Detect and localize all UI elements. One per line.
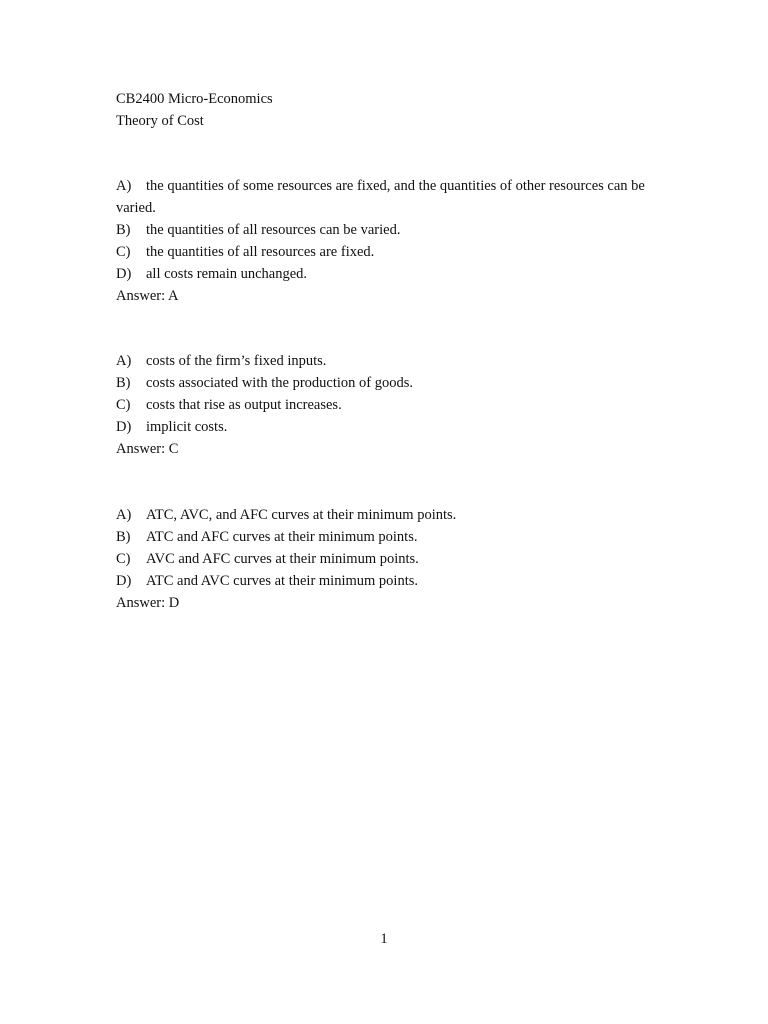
option-letter: C) — [116, 244, 131, 260]
option-text: AVC and AFC curves at their minimum points. — [146, 551, 419, 567]
option-letter: C) — [116, 551, 131, 567]
option-letter: D) — [116, 573, 132, 589]
option-text: costs that rise as output increases. — [146, 397, 342, 413]
answer-line: Answer: D — [116, 595, 180, 611]
question-3 — [116, 504, 676, 614]
option-text: ATC and AFC curves at their minimum points. — [146, 529, 418, 545]
option-text: all costs remain unchanged. — [146, 266, 308, 282]
answer-line: Answer: C — [116, 441, 179, 457]
option-b — [116, 219, 676, 241]
option-d — [116, 570, 676, 592]
option-letter: B) — [116, 375, 131, 391]
option-a — [116, 175, 661, 219]
option-b — [116, 526, 676, 548]
option-text: implicit costs. — [146, 419, 228, 435]
option-a — [116, 504, 676, 526]
option-b — [116, 372, 676, 394]
option-letter: A) — [116, 353, 132, 369]
option-letter: D) — [116, 419, 132, 435]
option-text: ATC and AVC curves at their minimum points. — [146, 573, 418, 589]
option-letter: C) — [116, 397, 131, 413]
option-text: ATC, AVC, and AFC curves at their minimum points. — [146, 507, 457, 523]
answer-line: Answer: A — [116, 288, 179, 304]
option-text: the quantities of all resources can be varied. — [146, 222, 401, 238]
option-letter: A) — [116, 178, 132, 194]
document-header — [116, 88, 676, 132]
option-letter: A) — [116, 507, 132, 523]
option-c — [116, 394, 676, 416]
option-text: costs associated with the production of goods. — [146, 375, 413, 391]
option-text: costs of the firm’s fixed inputs. — [146, 353, 327, 369]
option-letter: B) — [116, 529, 131, 545]
option-letter: D) — [116, 266, 132, 282]
option-text: the quantities of all resources are fixed. — [146, 244, 375, 260]
option-c — [116, 241, 676, 263]
option-d — [116, 416, 676, 438]
course-title: CB2400 Micro-Economics — [116, 91, 273, 107]
page-number: 1 — [380, 931, 388, 947]
question-2 — [116, 350, 676, 460]
option-text: the quantities of some resources are fixed, and the quantities of other resources can be varied. — [116, 178, 645, 216]
option-letter: B) — [116, 222, 131, 238]
option-a — [116, 350, 676, 372]
topic-title: Theory of Cost — [116, 113, 204, 129]
question-1 — [116, 175, 676, 307]
option-c — [116, 548, 676, 570]
option-d — [116, 263, 676, 285]
